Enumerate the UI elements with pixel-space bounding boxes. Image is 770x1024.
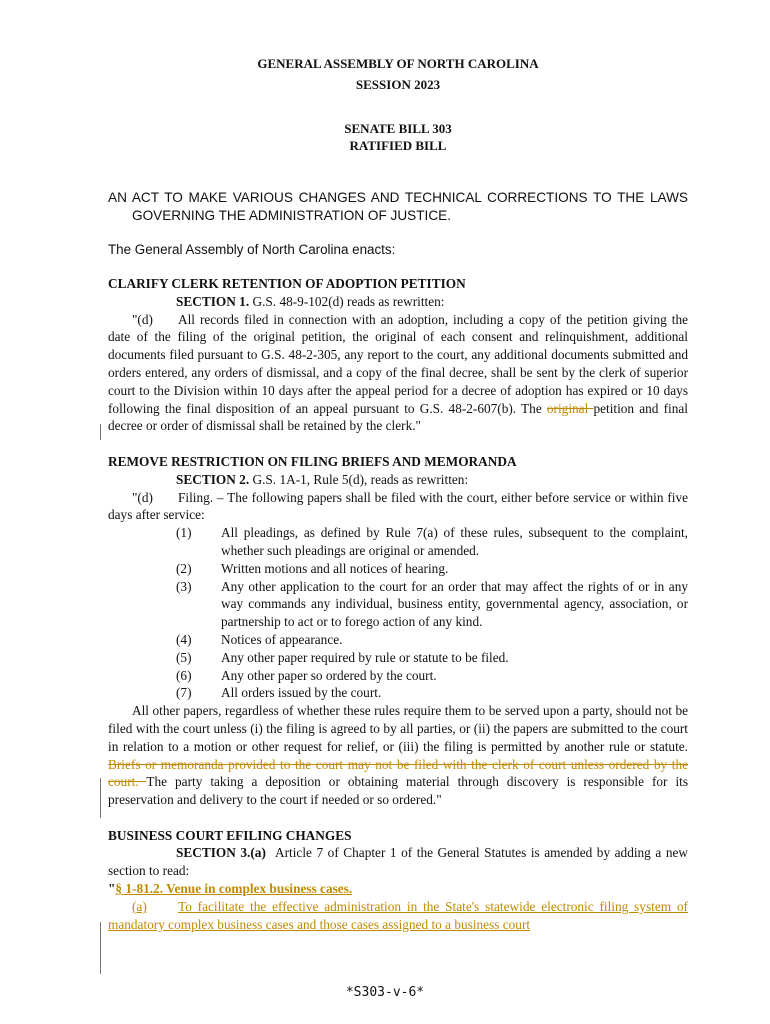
assembly-title: GENERAL ASSEMBLY OF NORTH CAROLINA [257,56,539,71]
section-2-intro [108,489,688,525]
document-footer-code: *S303-v-6* [345,985,425,1000]
new-section-title-line [108,880,688,898]
section-2-closing [108,702,688,809]
deleted-briefs-sentence: Briefs or memoranda provided to the court may not be filed with the clerk of court unless ordered by the court. [108,756,688,790]
new-section-title: § 1-81.2. Venue in complex business cases. [115,881,353,897]
enacting-clause: The General Assembly of North Carolina enacts: [108,242,396,258]
act-title-text: AN ACT TO MAKE VARIOUS CHANGES AND TECHNICAL CORRECTIONS TO THE LAWS GOVERNING THE ADMINISTRATION OF JUSTICE. [108,190,688,224]
list-item: (5) Any other paper required by rule or statute to be filed. [176,649,509,665]
section-2-text: G.S. 1A-1, Rule 5(d), reads as rewritten: [252,471,469,487]
section-3a-label: SECTION 3.(a) [176,845,266,861]
list-item: (4) Notices of appearance. [176,631,343,647]
list-item: (6) Any other paper so ordered by the court. [176,667,437,683]
section-3a-body [108,844,688,880]
deleted-original: original [546,400,594,416]
part1-heading: CLARIFY CLERK RETENTION OF ADOPTION PETITION [108,275,466,291]
document-page [108,55,688,933]
list-item: (2) Written motions and all notices of hearing. [176,560,449,576]
section-2-line [108,471,688,489]
section-1-line [108,293,688,311]
part2-heading: REMOVE RESTRICTION ON FILING BRIEFS AND MEMORANDA [108,453,517,469]
change-bar [100,922,101,974]
closing-before: All other papers, regardless of whether these rules require them to be served upon a party, should not be filed with the court unless (i) the filing is agreed to by all parties, or (ii) the papers are submitted to the court in relation to a motion or other request for relief, or (iii) the filing is permitted by another rule or statute. [108,703,688,754]
section-1-text: G.S. 48-9-102(d) reads as rewritten: [252,293,445,309]
section-3a-text: Article 7 of Chapter 1 of the General Statutes is amended by adding a new section to read: [108,845,688,879]
subsection-a-text: To facilitate the effective administration in the State's statewide electronic filing system of mandatory complex business cases and those cases assigned to a business court [108,898,688,932]
list-item: (3) Any other application to the court for an order that may affect the rights of or in any way commands any individual, business entity, governmental agency, association, or partnership to act or to forego action of any kind. [176,578,688,630]
section-1-body-before: All records filed in connection with an adoption, including a copy of the petition giving the date of the filing of the original petition, the original of each consent and relinquishment, additional documents filed pursuant to G.S. 48-2-305, any report to the court, any additional documents submitted and orders entered, any orders of dismissal, and a copy of the final decree, shall be sent by the clerk of superior court to the Division within 10 days after the appeal period for a decree of adoption has expired or 10 days following the final disposition of an appeal pursuant to G.S. 48-2-607(b). The [108,311,688,416]
bill-status: RATIFIED BILL [349,138,447,154]
session-title: SESSION 2023 [355,76,441,92]
act-title [108,189,688,225]
list-item: (7) All orders issued by the court. [176,685,382,701]
part3-heading: BUSINESS COURT EFILING CHANGES [108,827,352,843]
closing-after: The party taking a deposition or obtaining material through discovery is responsible for its preservation and delivery to the court if needed or so ordered." [108,774,689,808]
bill-number: SENATE BILL 303 [344,120,452,136]
list-item: (1) All pleadings, as defined by Rule 7(a) of these rules, subsequent to the complaint, whether such pleadings are original or amended. [176,525,688,558]
section-1-body-after: petition and final decree or order of dismissal shall be retained by the clerk." [108,400,688,434]
subsection-a-label: (a) [132,898,147,914]
rule-5d-intro: Filing. – The following papers shall be filed with the court, either before service or within five days after service: [108,489,688,523]
open-quote: " [108,881,116,897]
change-bar [100,778,101,818]
section-1-body [108,311,688,436]
change-bar [100,424,101,440]
subsection-d-label: "(d) [132,311,153,327]
filing-list [176,524,688,702]
section-2-label: SECTION 2. [176,471,250,487]
subsection-a-body [108,898,688,934]
section-1-label: SECTION 1. [176,293,250,309]
rule-5d-label: "(d) [132,489,153,505]
